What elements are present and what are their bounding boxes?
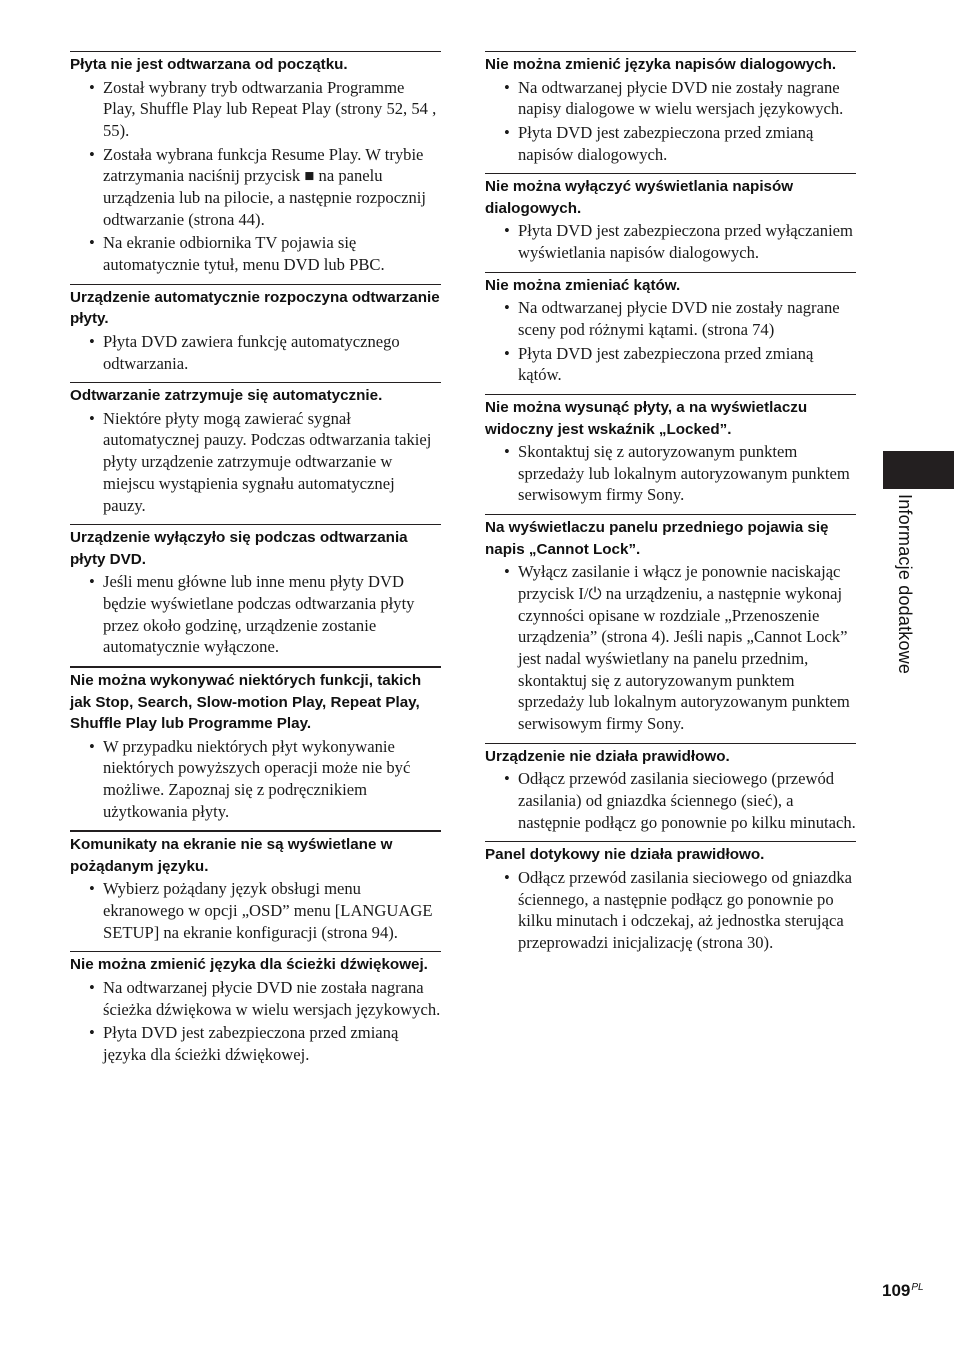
page-language-suffix: PL [911,1282,924,1293]
list-item: • Odłącz przewód zasilania sieciowego od gniazdka ściennego, a następnie podłącz go ponownie po kilku minutach i odczekaj, aż jednostka sterująca przeprowadzi inicjalizację (strona 30). [485,867,856,954]
troubleshoot-section [485,272,856,386]
section-heading: Urządzenie wyłączyło się podczas odtwarzania płyty DVD. [70,529,408,568]
bullet-list [70,408,441,517]
troubleshoot-section [485,173,856,263]
troubleshoot-section [485,514,856,735]
bullet-list [485,768,856,833]
troubleshoot-section [70,524,441,658]
section-heading: Nie można wysunąć płyty, a na wyświetlaczu widoczny jest wskaźnik „Locked”. [485,399,808,438]
bullet-list [485,220,856,263]
page-number [882,1281,924,1301]
bullet-list [70,736,441,823]
bullet-list [485,77,856,166]
list-item: • Został wybrany tryb odtwarzania Programme Play, Shuffle Play lub Repeat Play (strony 52, 54 , 55). [70,77,441,142]
list-item: • Na odtwarzanej płycie DVD nie zostały nagrane sceny pod różnymi kątami. (strona 74) [485,297,856,340]
bullet-list [70,977,441,1066]
section-heading: Nie można zmienić języka dla ścieżki dźwiękowej. [70,956,428,974]
section-heading: Komunikaty na ekranie nie są wyświetlane w pożądanym języku. [70,836,393,875]
section-heading: Nie można zmieniać kątów. [485,276,681,294]
list-item: • Na odtwarzanej płycie DVD nie została nagrana ścieżka dźwiękowa w wielu wersjach językowych. [70,977,441,1020]
list-item: • Jeśli menu główne lub inne menu płyty DVD będzie wyświetlane podczas odtwarzania płyty przez około godzinę, urządzenie zostanie automatycznie wyłączone. [70,571,441,658]
troubleshoot-section [70,382,441,516]
section-side-label [856,494,950,724]
section-heading: Na wyświetlaczu panelu przedniego pojawia się napis „Cannot Lock”. [485,519,829,558]
list-item: • Płyta DVD jest zabezpieczona przed wyłączaniem wyświetlania napisów dialogowych. [485,220,856,263]
left-column [70,51,441,1074]
list-item: • Skontaktuj się z autoryzowanym punktem sprzedaży lub lokalnym autoryzowanym punktem serwisowym firmy Sony. [485,441,856,506]
troubleshoot-section [485,51,856,165]
section-heading: Nie można wykonywać niektórych funkcji, takich jak Stop, Search, Slow-motion Play, Repeat Play, Shuffle Play lub Programme Play. [70,672,422,733]
bullet-list [485,297,856,386]
section-heading: Nie można wyłączyć wyświetlania napisów dialogowych. [485,178,794,217]
list-item: • Została wybrana funkcja Resume Play. W trybie zatrzymania naciśnij przycisk ■ na panelu urządzenia lub na pilocie, a następnie rozpocznij odtwarzanie (strona 44). [70,144,441,231]
list-item: • Odłącz przewód zasilania sieciowego (przewód zasilania) od gniazdka ściennego (sieć), a następnie podłącz go ponownie po kilku minutach. [485,768,856,833]
bullet-list [485,867,856,954]
section-side-label-text: Informacje dodatkowe [895,494,915,675]
bullet-list [70,571,441,658]
list-item: • Na ekranie odbiornika TV pojawia się automatycznie tytuł, menu DVD lub PBC. [70,232,441,275]
troubleshoot-section [485,743,856,834]
bullet-list [70,331,441,374]
list-item: • W przypadku niektórych płyt wykonywanie niektórych powyższych operacji może nie być możliwe. Zapoznaj się z podręcznikiem użytkowania płyty. [70,736,441,823]
list-item: • Niektóre płyty mogą zawierać sygnał automatycznej pauzy. Podczas odtwarzania takiej płyty urządzenie zatrzymuje odtwarzanie w miejscu wystąpienia sygnału automatycznej pauzy. [70,408,441,517]
section-heading: Odtwarzanie zatrzymuje się automatycznie. [70,387,383,405]
troubleshoot-section [70,830,441,943]
bullet-list [70,77,441,276]
list-item: • Płyta DVD jest zabezpieczona przed zmianą języka dla ścieżki dźwiękowej. [70,1022,441,1065]
section-tab-marker [883,451,954,489]
troubleshoot-section [70,666,441,822]
troubleshoot-section [485,841,856,953]
bullet-list [485,441,856,506]
section-heading: Panel dotykowy nie działa prawidłowo. [485,846,765,864]
list-item: • Wyłącz zasilanie i włącz je ponownie naciskając przycisk I/⏻ na urządzeniu, a następnie wykonaj czynności opisane w rozdziale „Przenoszenie urządzenia” (strona 4). Jeśli napis „Cannot Lock” jest nadal wyświetlany na panelu przednim, skontaktuj się z autoryzowanym punktem sprzedaży lub lokalnym autoryzowanym punktem serwisowym firmy Sony. [485,561,856,735]
section-heading: Urządzenie automatycznie rozpoczyna odtwarzanie płyty. [70,288,440,328]
bullet-list [70,878,441,943]
list-item: • Wybierz pożądany język obsługi menu ekranowego w opcji „OSD” menu [LANGUAGE SETUP] na ekranie konfiguracji (strona 94). [70,878,441,943]
section-heading: Nie można zmienić języka napisów dialogowych. [485,56,837,73]
troubleshoot-section [70,951,441,1065]
list-item: • Płyta DVD zawiera funkcję automatycznego odtwarzania. [70,331,441,374]
troubleshoot-section [70,51,441,276]
list-item: • Płyta DVD jest zabezpieczona przed zmianą napisów dialogowych. [485,122,856,165]
section-heading: Płyta nie jest odtwarzana od początku. [70,56,348,73]
section-heading: Urządzenie nie działa prawidłowo. [485,747,730,765]
list-item: • Płyta DVD jest zabezpieczona przed zmianą kątów. [485,343,856,386]
troubleshoot-section [485,394,856,506]
right-column [485,51,856,962]
bullet-list [485,561,856,735]
list-item: • Na odtwarzanej płycie DVD nie zostały nagrane napisy dialogowe w wielu wersjach językowych. [485,77,856,120]
troubleshoot-section [70,284,441,374]
page-number-value: 109 [882,1281,911,1300]
